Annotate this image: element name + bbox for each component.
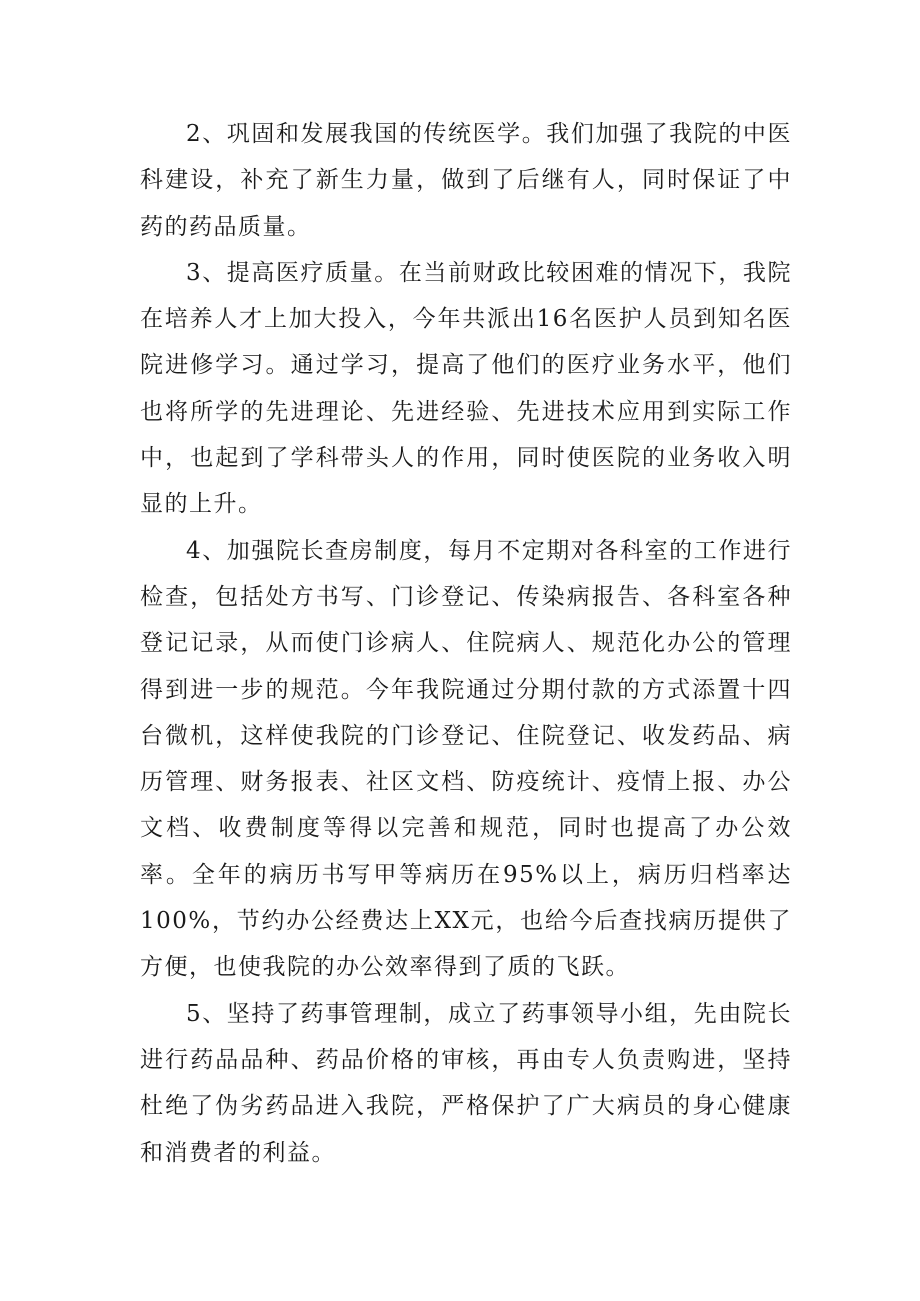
document-body <box>140 111 792 1176</box>
paragraph-3: 3、提高医疗质量。在当前财政比较困难的情况下，我院在培养人才上加大投入，今年共派出16名医护人员到知名医院进修学习。通过学习，提高了他们的医疗业务水平，他们也将所学的先进理论、先进经验、先进技术应用到实际工作中，也起到了学科带头人的作用，同时使医院的业务收入明显的上升。 <box>140 259 792 518</box>
paragraph-2: 2、巩固和发展我国的传统医学。我们加强了我院的中医科建设，补充了新生力量，做到了后继有人，同时保证了中药的药品质量。 <box>140 121 792 240</box>
paragraph-5: 5、坚持了药事管理制，成立了药事领导小组，先由院长进行药品品种、药品价格的审核，再由专人负责购进，坚持杜绝了伪劣药品进入我院，严格保护了广大病员的身心健康和消费者的利益。 <box>140 1000 792 1166</box>
paragraph-4: 4、加强院长查房制度，每月不定期对各科室的工作进行检查，包括处方书写、门诊登记、传染病报告、各科室各种登记记录，从而使门诊病人、住院病人、规范化办公的管理得到进一步的规范。今年我院通过分期付款的方式添置十四台微机，这样使我院的门诊登记、住院登记、收发药品、病历管理、财务报表、社区文档、防疫统计、疫情上报、办公文档、收费制度等得以完善和规范，同时也提高了办公效率。全年的病历书写甲等病历在95%以上，病历归档率达100%，节约办公经费达上XX元，也给今后查找病历提供了方便，也使我院的办公效率得到了质的飞跃。 <box>140 537 792 981</box>
